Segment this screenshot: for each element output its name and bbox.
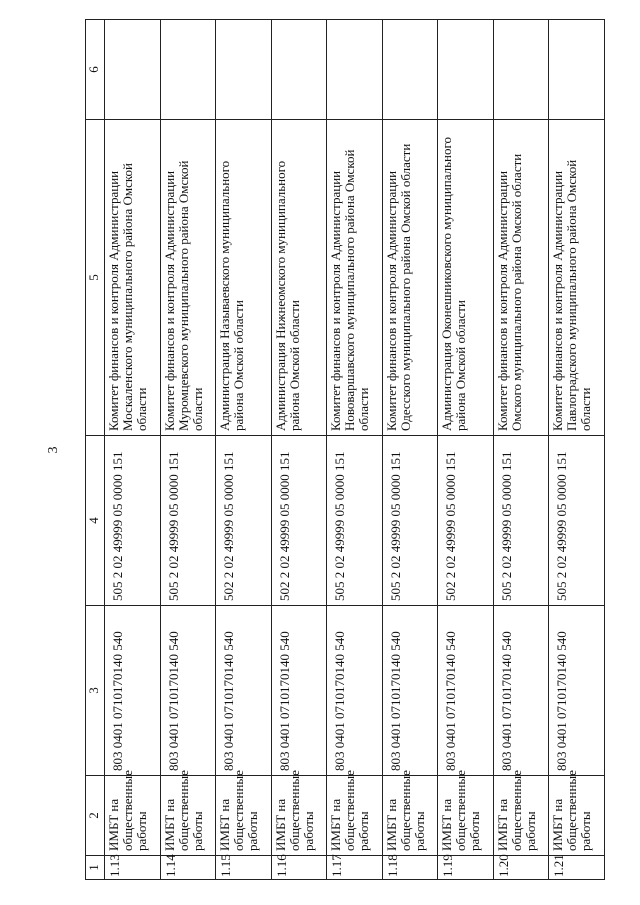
header-col-6: 6 [86, 20, 105, 120]
row-number: 1.21 [549, 856, 605, 880]
row-name: ИМБТ на общественные работы [271, 776, 327, 856]
row-code-income: 505 2 02 49999 05 0000 151 [105, 436, 161, 606]
table-body [105, 20, 605, 880]
row-code-income: 505 2 02 49999 05 0000 151 [160, 436, 216, 606]
row-number: 1.19 [438, 856, 494, 880]
row-number: 1.18 [382, 856, 438, 880]
row-name: ИМБТ на общественные работы [160, 776, 216, 856]
header-col-1: 1 [86, 856, 105, 880]
table-row [216, 20, 272, 880]
row-col6 [493, 20, 549, 120]
row-code-income: 505 2 02 49999 05 0000 151 [327, 436, 383, 606]
table-row [327, 20, 383, 880]
row-code-expense: 803 0401 0710170140 540 [271, 606, 327, 776]
header-col-4: 4 [86, 436, 105, 606]
row-col6 [271, 20, 327, 120]
table-row [271, 20, 327, 880]
page-number: 3 [46, 446, 61, 454]
row-code-expense: 803 0401 0710170140 540 [438, 606, 494, 776]
row-name: ИМБТ на общественные работы [549, 776, 605, 856]
table-row [493, 20, 549, 880]
row-organization: Комитет финансов и контроля Администрации Одесского муниципального района Омской области [382, 120, 438, 436]
row-name: ИМБТ на общественные работы [216, 776, 272, 856]
row-col6 [105, 20, 161, 120]
row-number: 1.15 [216, 856, 272, 880]
row-code-expense: 803 0401 0710170140 540 [216, 606, 272, 776]
row-code-income: 505 2 02 49999 05 0000 151 [382, 436, 438, 606]
row-code-expense: 803 0401 0710170140 540 [327, 606, 383, 776]
row-code-income: 502 2 02 49999 05 0000 151 [271, 436, 327, 606]
header-col-2: 2 [86, 776, 105, 856]
row-code-income: 505 2 02 49999 05 0000 151 [549, 436, 605, 606]
row-number: 1.20 [493, 856, 549, 880]
row-col6 [327, 20, 383, 120]
row-code-income: 505 2 02 49999 05 0000 151 [493, 436, 549, 606]
table-row [438, 20, 494, 880]
rotated-table-wrapper [85, 20, 605, 880]
row-organization: Администрация Называевского муниципального района Омской области [216, 120, 272, 436]
header-row [86, 20, 105, 880]
row-code-income: 502 2 02 49999 05 0000 151 [438, 436, 494, 606]
row-number: 1.14 [160, 856, 216, 880]
row-name: ИМБТ на общественные работы [105, 776, 161, 856]
row-name: ИМБТ на общественные работы [327, 776, 383, 856]
row-name: ИМБТ на общественные работы [493, 776, 549, 856]
row-code-expense: 803 0401 0710170140 540 [382, 606, 438, 776]
row-organization: Комитет финансов и контроля Администрации Москаленского муниципального района Омской области [105, 120, 161, 436]
row-name: ИМБТ на общественные работы [438, 776, 494, 856]
table-row [105, 20, 161, 880]
header-col-3: 3 [86, 606, 105, 776]
budget-table [85, 19, 605, 880]
row-name: ИМБТ на общественные работы [382, 776, 438, 856]
row-organization: Комитет финансов и контроля Администрации Муромцевского муниципального района Омской области [160, 120, 216, 436]
row-col6 [160, 20, 216, 120]
row-organization: Комитет финансов и контроля Администрации Омского муниципального района Омской области [493, 120, 549, 436]
table-row [382, 20, 438, 880]
row-organization: Комитет финансов и контроля Администрации Павлоградского муниципального района Омской области [549, 120, 605, 436]
row-code-expense: 803 0401 0710170140 540 [493, 606, 549, 776]
row-col6 [382, 20, 438, 120]
row-number: 1.16 [271, 856, 327, 880]
row-code-income: 502 2 02 49999 05 0000 151 [216, 436, 272, 606]
header-col-5: 5 [86, 120, 105, 436]
table-row [549, 20, 605, 880]
row-col6 [549, 20, 605, 120]
row-organization: Комитет финансов и контроля Администрации Нововаршавского муниципального района Омской области [327, 120, 383, 436]
row-number: 1.17 [327, 856, 383, 880]
table-row [160, 20, 216, 880]
row-number: 1.13 [105, 856, 161, 880]
row-col6 [216, 20, 272, 120]
row-code-expense: 803 0401 0710170140 540 [160, 606, 216, 776]
row-organization: Администрация Оконешниковского муниципального района Омской области [438, 120, 494, 436]
row-organization: Администрация Нижнеомского муниципального района Омской области [271, 120, 327, 436]
row-code-expense: 803 0401 0710170140 540 [549, 606, 605, 776]
row-code-expense: 803 0401 0710170140 540 [105, 606, 161, 776]
row-col6 [438, 20, 494, 120]
